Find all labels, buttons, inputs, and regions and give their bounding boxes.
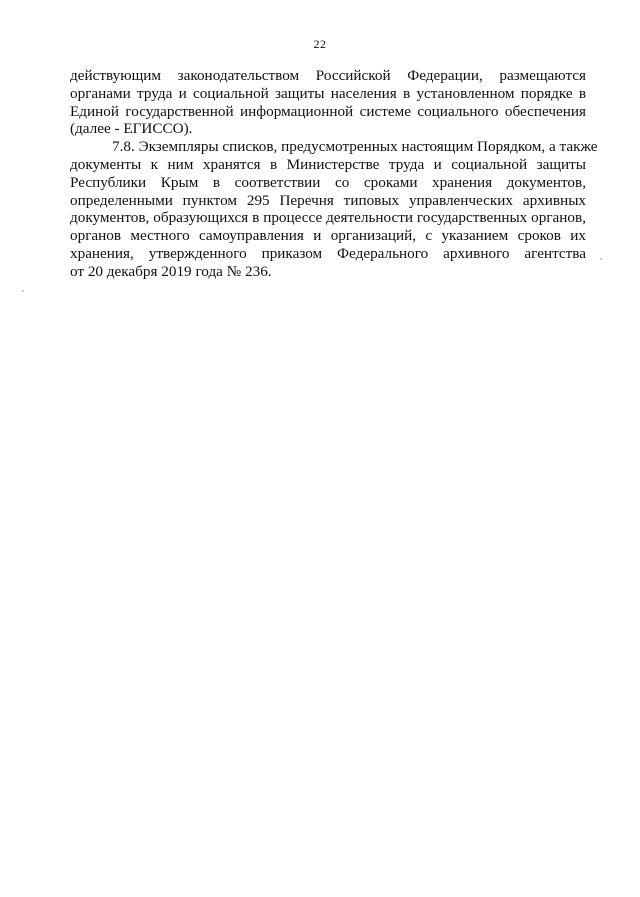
text-line: документы к ним хранятся в Министерстве труда и социальной защиты — [70, 155, 586, 173]
text-line: (далее - ЕГИССО). — [70, 120, 193, 138]
paragraph-2 — [70, 138, 598, 280]
text-line: от 20 декабря 2019 года № 236. — [70, 262, 272, 280]
text-line: органами труда и социальной защиты населения в установленном порядке в — [70, 84, 586, 102]
text-line: 7.8. Экземпляры списков, предусмотренных настоящим Порядком, а также — [112, 138, 598, 156]
text-line: органов местного самоуправления и организаций, с указанием сроков их — [70, 227, 586, 245]
text-line: Республики Крым в соответствии со сроками хранения документов, — [70, 173, 586, 191]
text-line: действующим законодательством Российской Федерации, размещаются — [70, 67, 586, 84]
paragraph-1 — [70, 67, 586, 138]
text-line: документов, образующихся в процессе деятельности государственных органов, — [70, 209, 586, 227]
text-line: Единой государственной информационной системе социального обеспечения — [70, 102, 586, 120]
document-body — [70, 67, 598, 281]
page-number: 22 — [313, 37, 327, 51]
scan-speck — [600, 258, 602, 260]
scan-speck — [22, 290, 24, 292]
text-line: хранения, утвержденного приказом Федерального архивного агентства — [70, 244, 586, 262]
text-line: определенными пунктом 295 Перечня типовых управленческих архивных — [70, 191, 586, 209]
